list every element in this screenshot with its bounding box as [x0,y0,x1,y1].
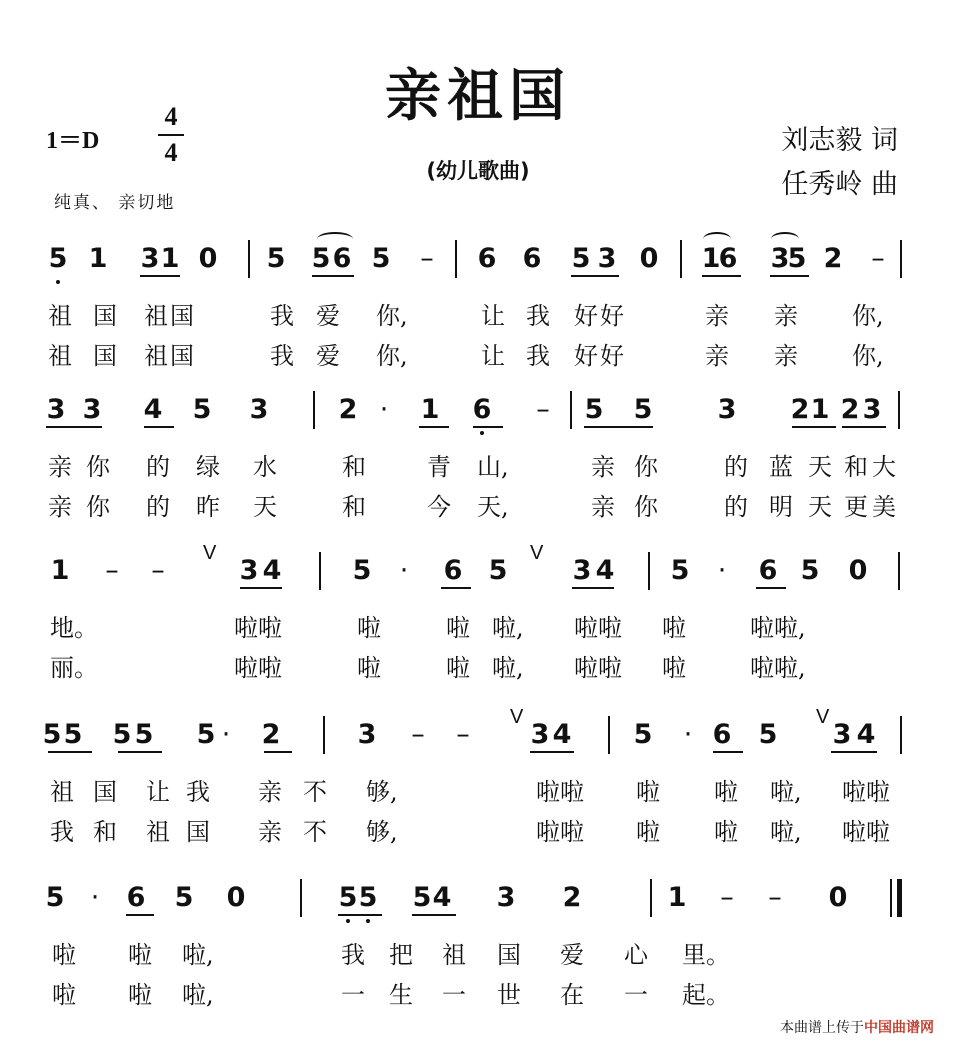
note: 3 [82,394,102,425]
beam-underline [48,751,92,753]
barline [900,716,902,754]
barline [319,552,321,590]
lyric-syllable: 不 [303,818,327,846]
beam-underline [140,275,180,277]
lyric-syllable: 的 [146,493,170,521]
barline [248,240,250,278]
lyric-syllable: 国 [497,941,521,969]
note-dot: · [399,555,409,586]
beam-underline [419,426,449,428]
beam-underline [572,587,614,589]
footer-brand: 中国曲谱网 [864,1020,934,1036]
note: 1 [701,243,721,274]
lyric-syllable: 亲 [48,453,72,481]
note-dash: – [105,555,119,586]
lyric-syllable: 我 [341,941,365,969]
lyric-syllable: 祖 [144,302,168,330]
song-subtitle: (幼儿歌曲) [426,159,530,183]
beam-underline [441,587,471,589]
lyric-syllable: 啦 [662,654,686,682]
lyric-syllable: 啦啦 [234,614,282,642]
lyric-syllable: 把 [389,941,413,969]
note: 5 [338,882,358,913]
lyric-syllable: 爱 [316,302,340,330]
note: 6 [332,243,352,274]
lyric-syllable: 啦 [636,818,660,846]
lyric-syllable: 天 [808,453,832,481]
lyric-syllable: 啦 [128,941,152,969]
barline [313,391,315,429]
lyric-syllable: 水 [253,453,277,481]
note: 0 [848,555,868,586]
note: 1 [88,243,108,274]
octave-dot-low [480,431,484,435]
lyric-syllable: 我 [270,302,294,330]
note: 6 [472,394,492,425]
lyric-syllable: 爱 [560,941,584,969]
lyric-syllable: 啦 [662,614,686,642]
lyric-syllable: 大 [872,453,896,481]
lyric-syllable: 让 [481,302,505,330]
note-dot: · [90,882,100,913]
lyric-syllable: 生 [389,981,413,1009]
lyric-syllable: 啦啦, [750,654,806,682]
lyric-syllable: 啦 [446,614,470,642]
barline [300,879,302,917]
lyric-syllable: 啦, [182,941,214,969]
note-dash: – [411,719,425,750]
barline [898,552,900,590]
lyric-syllable: 够, [366,818,398,846]
note: 3 [770,243,790,274]
beam-underline [770,275,809,277]
lyric-syllable: 啦 [52,981,76,1009]
note: 6 [718,243,738,274]
octave-dot-low [346,919,350,923]
note: 3 [239,555,259,586]
note: 3 [832,719,852,750]
lyric-syllable: 亲 [258,778,282,806]
lyric-syllable: 祖 [442,941,466,969]
octave-dot-low [366,919,370,923]
note: 5 [571,243,591,274]
note: 4 [432,882,452,913]
lyric-syllable: 你, [852,302,884,330]
note: 2 [562,882,582,913]
note: 2 [840,394,860,425]
lyric-syllable: 啦, [492,654,524,682]
lyric-syllable: 亲 [591,493,615,521]
beam-underline [412,914,456,916]
note-dash: – [768,882,782,913]
note: 0 [828,882,848,913]
note: 2 [261,719,281,750]
lyric-syllable: 祖 [48,342,72,370]
lyric-syllable: 啦啦 [536,778,584,806]
lyric-syllable: 丽。 [50,654,98,682]
note: 6 [712,719,732,750]
note: 5 [45,882,65,913]
lyric-syllable: 青 [427,453,451,481]
note: 5 [633,719,653,750]
note: 5 [266,243,286,274]
note-dash: – [151,555,165,586]
lyricist-credit: 刘志毅 词 [781,125,898,156]
barline [680,240,682,278]
breath-mark: V [816,706,830,728]
lyric-syllable: 祖 [48,302,72,330]
lyric-syllable: 啦 [128,981,152,1009]
note: 1 [810,394,830,425]
expression-mark: 纯真、 亲切地 [54,193,176,213]
lyric-syllable: 蓝 [769,453,793,481]
lyric-syllable: 好 [600,302,624,330]
note: 0 [639,243,659,274]
note: 5 [358,882,378,913]
note: 3 [140,243,160,274]
lyric-syllable: 啦, [770,778,802,806]
lyric-syllable: 祖 [146,818,170,846]
beam-underline [713,751,743,753]
beam-underline [46,426,102,428]
note: 3 [597,243,617,274]
note: 6 [126,882,146,913]
beam-underline [338,914,382,916]
lyric-syllable: 在 [560,981,584,1009]
lyric-syllable: 的 [146,453,170,481]
note-dash: – [456,719,470,750]
barline-final-thin [890,879,892,917]
footer-text: 本曲谱上传于 [780,1020,864,1036]
barline [608,716,610,754]
note: 5 [48,243,68,274]
note-dash: – [536,394,550,425]
note: 3 [862,394,882,425]
note: 5 [670,555,690,586]
slur-mark [703,232,731,246]
lyric-syllable: 亲 [705,302,729,330]
beam-underline [240,587,282,589]
lyric-syllable: 祖 [50,778,74,806]
lyric-syllable: 你 [634,453,658,481]
lyric-syllable: 亲 [705,342,729,370]
barline [570,391,572,429]
note: 5 [584,394,604,425]
lyric-syllable: 天 [808,493,832,521]
beam-underline [831,751,877,753]
note: 5 [192,394,212,425]
lyric-syllable: 好 [574,342,598,370]
note: 1 [667,882,687,913]
song-title: 亲祖国 [385,63,571,129]
beam-underline [530,751,574,753]
note: 3 [496,882,516,913]
lyric-syllable: 山, [477,453,509,481]
lyric-syllable: 啦 [714,818,738,846]
lyric-syllable: 啦, [770,818,802,846]
lyric-syllable: 啦啦, [750,614,806,642]
note: 5 [371,243,391,274]
note: 6 [477,243,497,274]
note: 5 [352,555,372,586]
barline [650,879,652,917]
barline-final-thick [897,879,902,917]
lyric-syllable: 啦, [492,614,524,642]
note: 3 [717,394,737,425]
lyric-syllable: 今 [427,493,451,521]
lyric-syllable: 爱 [316,342,340,370]
lyric-syllable: 和 [844,453,868,481]
lyric-syllable: 啦 [446,654,470,682]
lyric-syllable: 的 [724,493,748,521]
note: 2 [338,394,358,425]
note: 4 [262,555,282,586]
key-signature: 1＝D [46,128,100,154]
note-dash: – [720,882,734,913]
lyric-syllable: 国 [186,818,210,846]
note: 2 [790,394,810,425]
lyric-syllable: 地。 [50,614,98,642]
lyric-syllable: 啦 [52,941,76,969]
beam-underline [312,275,354,277]
note-dot: · [717,555,727,586]
note: 5 [174,882,194,913]
lyric-syllable: 啦 [357,614,381,642]
note: 0 [198,243,218,274]
slur-mark [771,232,799,246]
note-dot: · [683,719,693,750]
lyric-syllable: 你 [86,493,110,521]
note: 5 [787,243,807,274]
beam-underline [126,914,154,916]
lyric-syllable: 亲 [774,302,798,330]
lyric-syllable: 亲 [258,818,282,846]
beam-underline [756,587,786,589]
lyric-syllable: 绿 [196,453,220,481]
lyric-syllable: 国 [93,778,117,806]
note: 1 [160,243,180,274]
note: 3 [572,555,592,586]
lyric-syllable: 世 [497,981,521,1009]
beam-underline [118,751,162,753]
note: 5 [488,555,508,586]
lyric-syllable: 和 [93,818,117,846]
note: 2 [823,243,843,274]
note: 5 [633,394,653,425]
note: 4 [856,719,876,750]
lyric-syllable: 一 [341,981,365,1009]
barline [900,240,902,278]
lyric-syllable: 美 [872,493,896,521]
lyric-syllable: 我 [526,342,550,370]
note: 3 [46,394,66,425]
note: 4 [595,555,615,586]
lyric-syllable: 亲 [48,493,72,521]
lyric-syllable: 不 [303,778,327,806]
lyric-syllable: 啦 [357,654,381,682]
note-dash: – [420,243,434,274]
lyric-syllable: 我 [50,818,74,846]
lyric-syllable: 里。 [682,941,730,969]
note: 5 [800,555,820,586]
note-dot: · [221,719,231,750]
lyric-syllable: 一 [624,981,648,1009]
beam-underline [473,426,503,428]
slur-mark [317,232,353,246]
note: 5 [758,719,778,750]
lyric-syllable: 天, [477,493,509,521]
lyric-syllable: 让 [146,778,170,806]
note: 6 [522,243,542,274]
note: 6 [758,555,778,586]
note: 5 [196,719,216,750]
note-dot: · [379,394,389,425]
note: 3 [249,394,269,425]
note: 0 [226,882,246,913]
note: 5 [412,882,432,913]
note: 5 [134,719,154,750]
beam-underline [144,426,174,428]
lyric-syllable: 你 [86,453,110,481]
lyric-syllable: 啦啦 [842,818,890,846]
barline [323,716,325,754]
footer-credit [780,1017,934,1037]
barline [455,240,457,278]
lyric-syllable: 你, [376,302,408,330]
note: 5 [63,719,83,750]
barline [898,391,900,429]
lyric-syllable: 国 [93,342,117,370]
note-dash: – [871,243,885,274]
octave-dot-low [56,280,60,284]
lyric-syllable: 天 [253,493,277,521]
lyric-syllable: 我 [186,778,210,806]
breath-mark: V [510,706,524,728]
lyric-syllable: 好 [600,342,624,370]
lyric-syllable: 啦 [714,778,738,806]
lyric-syllable: 祖 [144,342,168,370]
lyric-syllable: 和 [342,493,366,521]
lyric-syllable: 啦啦 [574,654,622,682]
barline [648,552,650,590]
lyric-syllable: 你, [376,342,408,370]
lyric-syllable: 啦啦 [574,614,622,642]
beam-underline [792,426,836,428]
lyric-syllable: 你, [852,342,884,370]
lyric-syllable: 国 [170,342,194,370]
lyric-syllable: 更 [844,493,868,521]
lyric-syllable: 的 [724,453,748,481]
lyric-syllable: 啦啦 [842,778,890,806]
lyric-syllable: 一 [442,981,466,1009]
note: 1 [420,394,440,425]
lyric-syllable: 啦, [182,981,214,1009]
lyric-syllable: 我 [526,302,550,330]
lyric-syllable: 和 [342,453,366,481]
time-signature-bottom: 4 [164,138,178,167]
note: 4 [552,719,572,750]
lyric-syllable: 国 [170,302,194,330]
lyric-syllable: 好 [574,302,598,330]
lyric-syllable: 你 [634,493,658,521]
beam-underline [571,275,619,277]
lyric-syllable: 明 [769,493,793,521]
beam-underline [264,751,292,753]
note: 4 [143,394,163,425]
breath-mark: V [203,542,217,564]
lyric-syllable: 够, [366,778,398,806]
beam-underline [584,426,653,428]
lyric-syllable: 啦 [636,778,660,806]
lyric-syllable: 亲 [774,342,798,370]
lyric-syllable: 我 [270,342,294,370]
lyric-syllable: 起。 [682,981,730,1009]
note: 3 [530,719,550,750]
note: 3 [357,719,377,750]
time-signature-top: 4 [164,102,178,131]
lyric-syllable: 啦啦 [536,818,584,846]
lyric-syllable: 让 [481,342,505,370]
note: 5 [112,719,132,750]
note: 5 [42,719,62,750]
lyric-syllable: 啦啦 [234,654,282,682]
beam-underline [842,426,886,428]
composer-credit: 任秀岭 曲 [781,169,898,200]
beam-underline [702,275,741,277]
lyric-syllable: 心 [624,941,648,969]
lyric-syllable: 国 [93,302,117,330]
lyric-syllable: 亲 [591,453,615,481]
note: 6 [443,555,463,586]
breath-mark: V [530,542,544,564]
note: 1 [50,555,70,586]
note: 5 [311,243,331,274]
lyric-syllable: 昨 [196,493,220,521]
